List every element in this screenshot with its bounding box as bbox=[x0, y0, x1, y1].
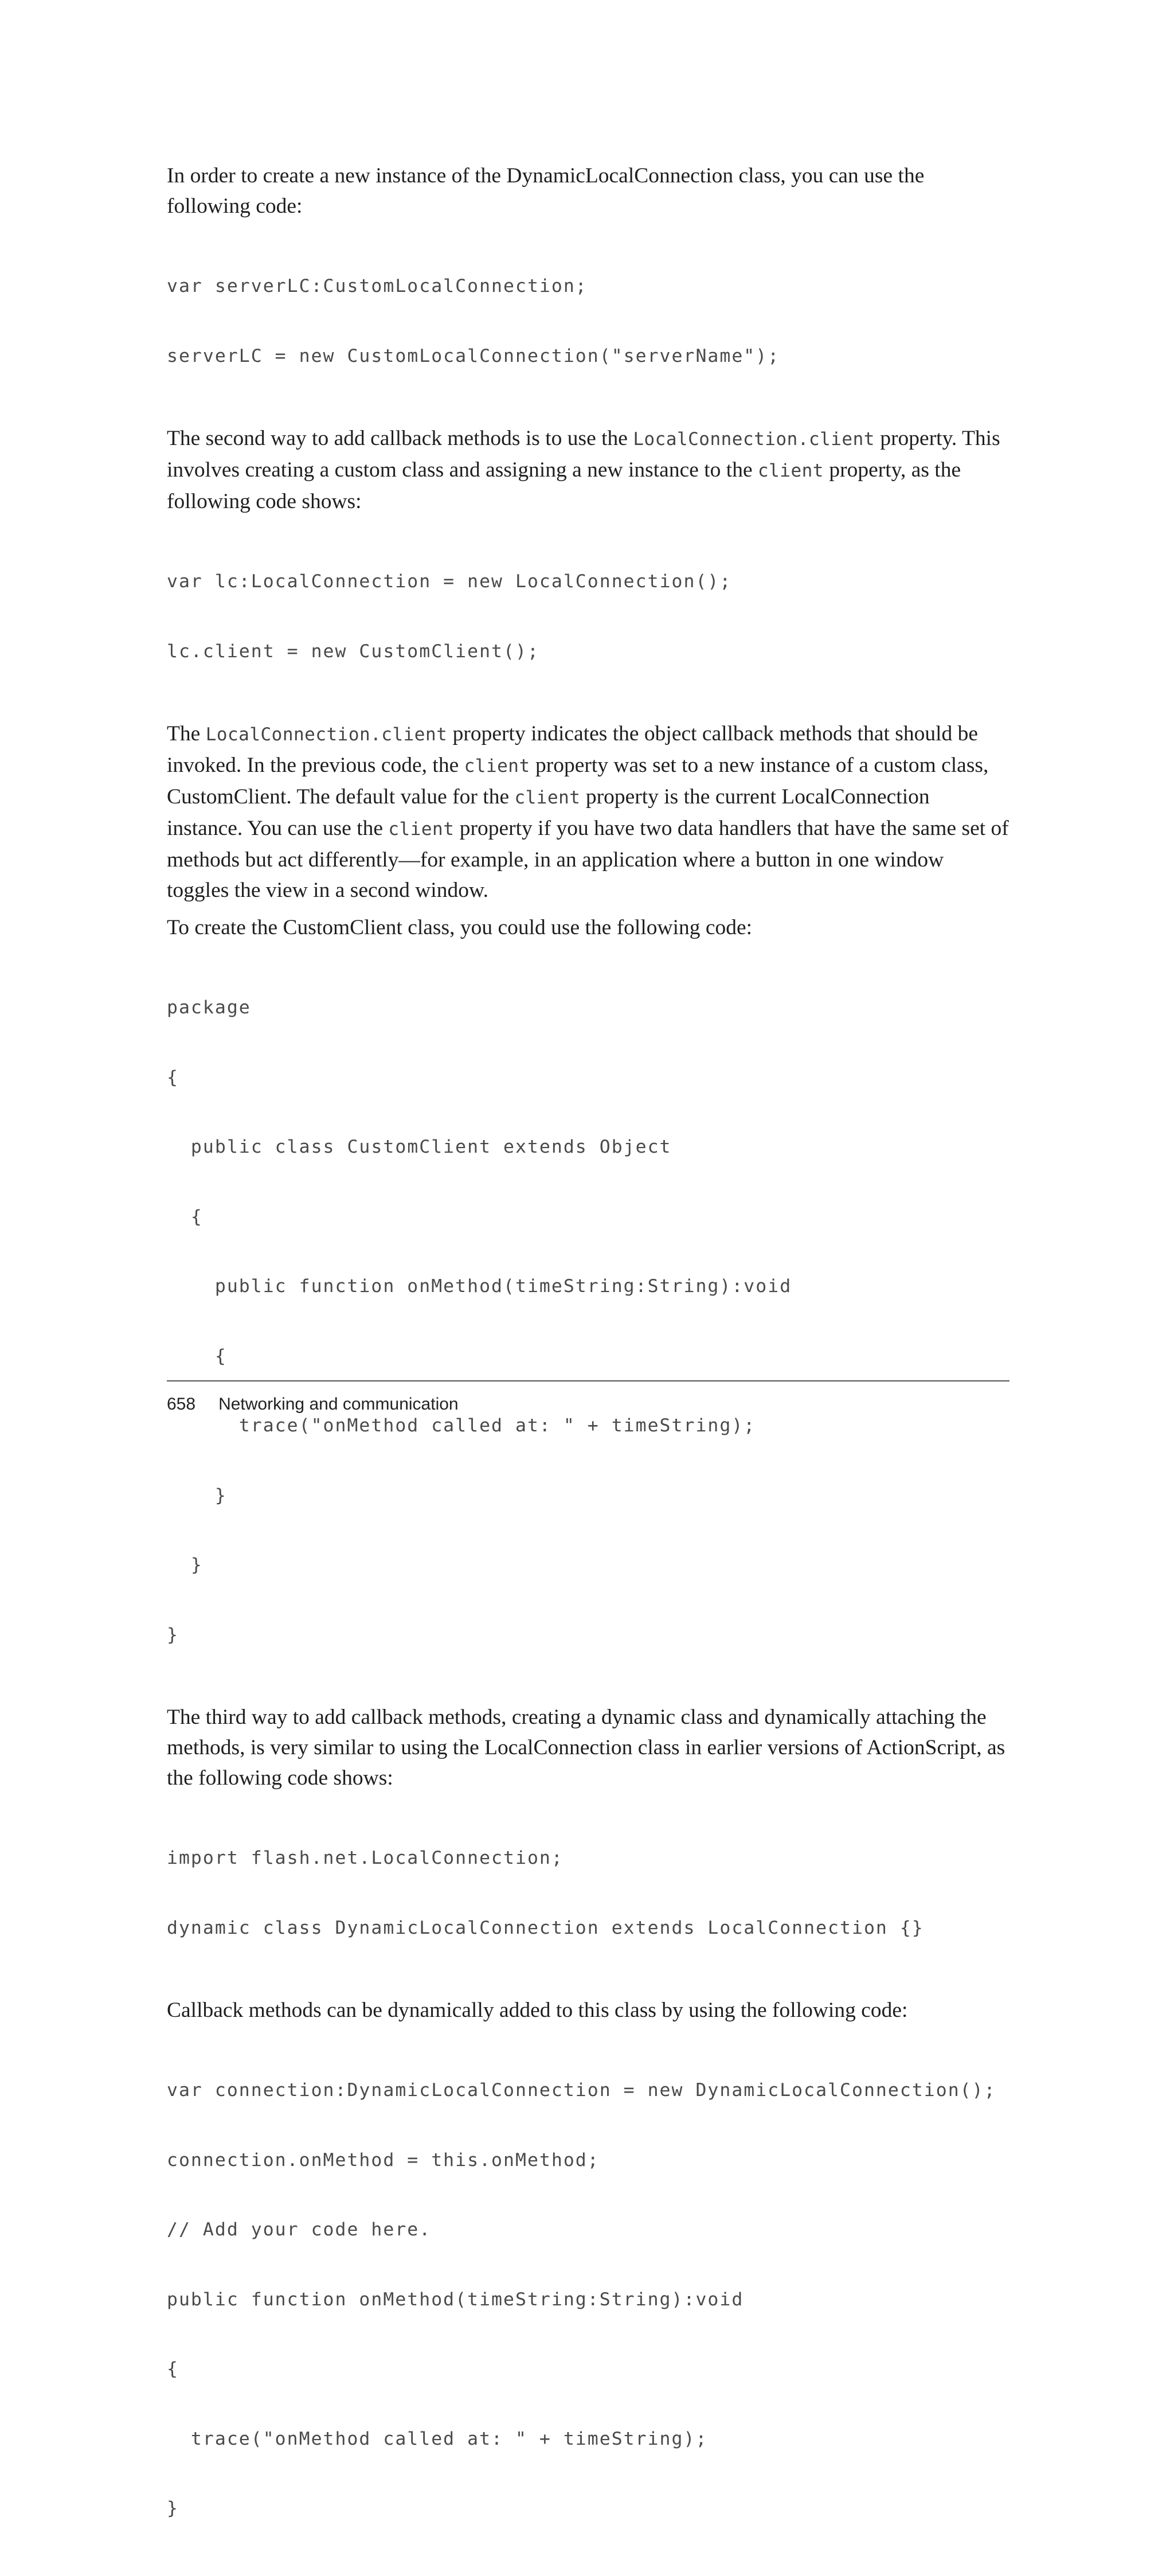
code-block-lc-client bbox=[167, 524, 1009, 709]
paragraph-client-explanation bbox=[167, 719, 1009, 905]
code-line: } bbox=[167, 1555, 203, 1575]
paragraph-intro: In order to create a new instance of the DynamicLocalConnection class, you can use the following code: bbox=[167, 164, 925, 218]
code-block-server-lc bbox=[167, 228, 1009, 414]
code-line: package bbox=[167, 997, 251, 1018]
code-line: { bbox=[167, 1206, 203, 1227]
text-run: property was set to a new instance of a custom class, CustomClient. The default value for the bbox=[167, 754, 989, 809]
code-line: trace("onMethod called at: " + timeString); bbox=[167, 2428, 708, 2449]
text-run: The second way to add callback methods is to use the bbox=[167, 427, 633, 450]
paragraph-dynamic-class: The third way to add callback methods, creating a dynamic class and dynamically attaching the methods, is very similar to using the LocalConnection class in earlier versions of ActionScript, as the following code shows: bbox=[167, 1705, 1005, 1790]
code-line: { bbox=[167, 2359, 179, 2379]
code-line: trace("onMethod called at: " + timeString); bbox=[167, 1415, 756, 1436]
inline-code: client bbox=[464, 756, 530, 776]
code-line: // Add your code here. bbox=[167, 2219, 432, 2240]
code-line: } bbox=[167, 2498, 179, 2519]
code-line: public function onMethod(timeString:String):void bbox=[167, 1276, 792, 1297]
code-line: connection.onMethod = this.onMethod; bbox=[167, 2149, 600, 2171]
code-line: lc.client = new CustomClient(); bbox=[167, 641, 539, 662]
paragraph-custom-client: To create the CustomClient class, you could use the following code: bbox=[167, 916, 753, 939]
footer-section-title: Networking and communication bbox=[218, 1395, 459, 1414]
inline-code: LocalConnection.client bbox=[205, 724, 448, 745]
text-run: property, as the following code shows: bbox=[167, 458, 961, 513]
code-line: import flash.net.LocalConnection; bbox=[167, 1848, 563, 1868]
page-footer bbox=[167, 1395, 459, 1414]
code-line: public class CustomClient extends Object bbox=[167, 1137, 672, 1157]
text-run: property is the current LocalConnection instance. You can use the bbox=[167, 785, 930, 840]
code-line: } bbox=[167, 1485, 227, 1506]
inline-code: client bbox=[388, 819, 455, 840]
code-line: { bbox=[167, 1345, 227, 1367]
page-content bbox=[167, 161, 1009, 2576]
paragraph-dynamic-callbacks: Callback methods can be dynamically added to this class by using the following code: bbox=[167, 1999, 908, 2022]
code-line: public function onMethod(timeString:String):void bbox=[167, 2289, 744, 2310]
text-run: property indicates the object callback methods that should be invoked. In the previous code, the bbox=[167, 722, 979, 777]
code-block-dynamic-connection bbox=[167, 2032, 1009, 2567]
code-line: var lc:LocalConnection = new LocalConnection(); bbox=[167, 571, 732, 592]
code-block-custom-client bbox=[167, 950, 1009, 1693]
code-block-dynamic-class bbox=[167, 1800, 1009, 1986]
page-number: 658 bbox=[167, 1395, 196, 1414]
text-run: property. This involves creating a custom class and assigning a new instance to the bbox=[167, 427, 1000, 482]
paragraph-client-property bbox=[167, 423, 1009, 517]
inline-code: client bbox=[757, 460, 824, 481]
text-run: property if you have two data handlers that have the same set of methods but act differently—for example, in an application where a button in one window toggles the view in a second window. bbox=[167, 817, 1009, 902]
code-line: { bbox=[167, 1067, 179, 1088]
code-line: serverLC = new CustomLocalConnection("serverName"); bbox=[167, 345, 780, 366]
code-line: dynamic class DynamicLocalConnection extends LocalConnection {} bbox=[167, 1917, 924, 1938]
code-line: } bbox=[167, 1624, 179, 1645]
inline-code: client bbox=[514, 787, 581, 808]
footer-divider bbox=[167, 1380, 1009, 1381]
inline-code: LocalConnection.client bbox=[633, 429, 875, 450]
text-run: The bbox=[167, 722, 206, 746]
code-line: var connection:DynamicLocalConnection = new DynamicLocalConnection(); bbox=[167, 2080, 996, 2101]
code-line: var serverLC:CustomLocalConnection; bbox=[167, 276, 588, 296]
